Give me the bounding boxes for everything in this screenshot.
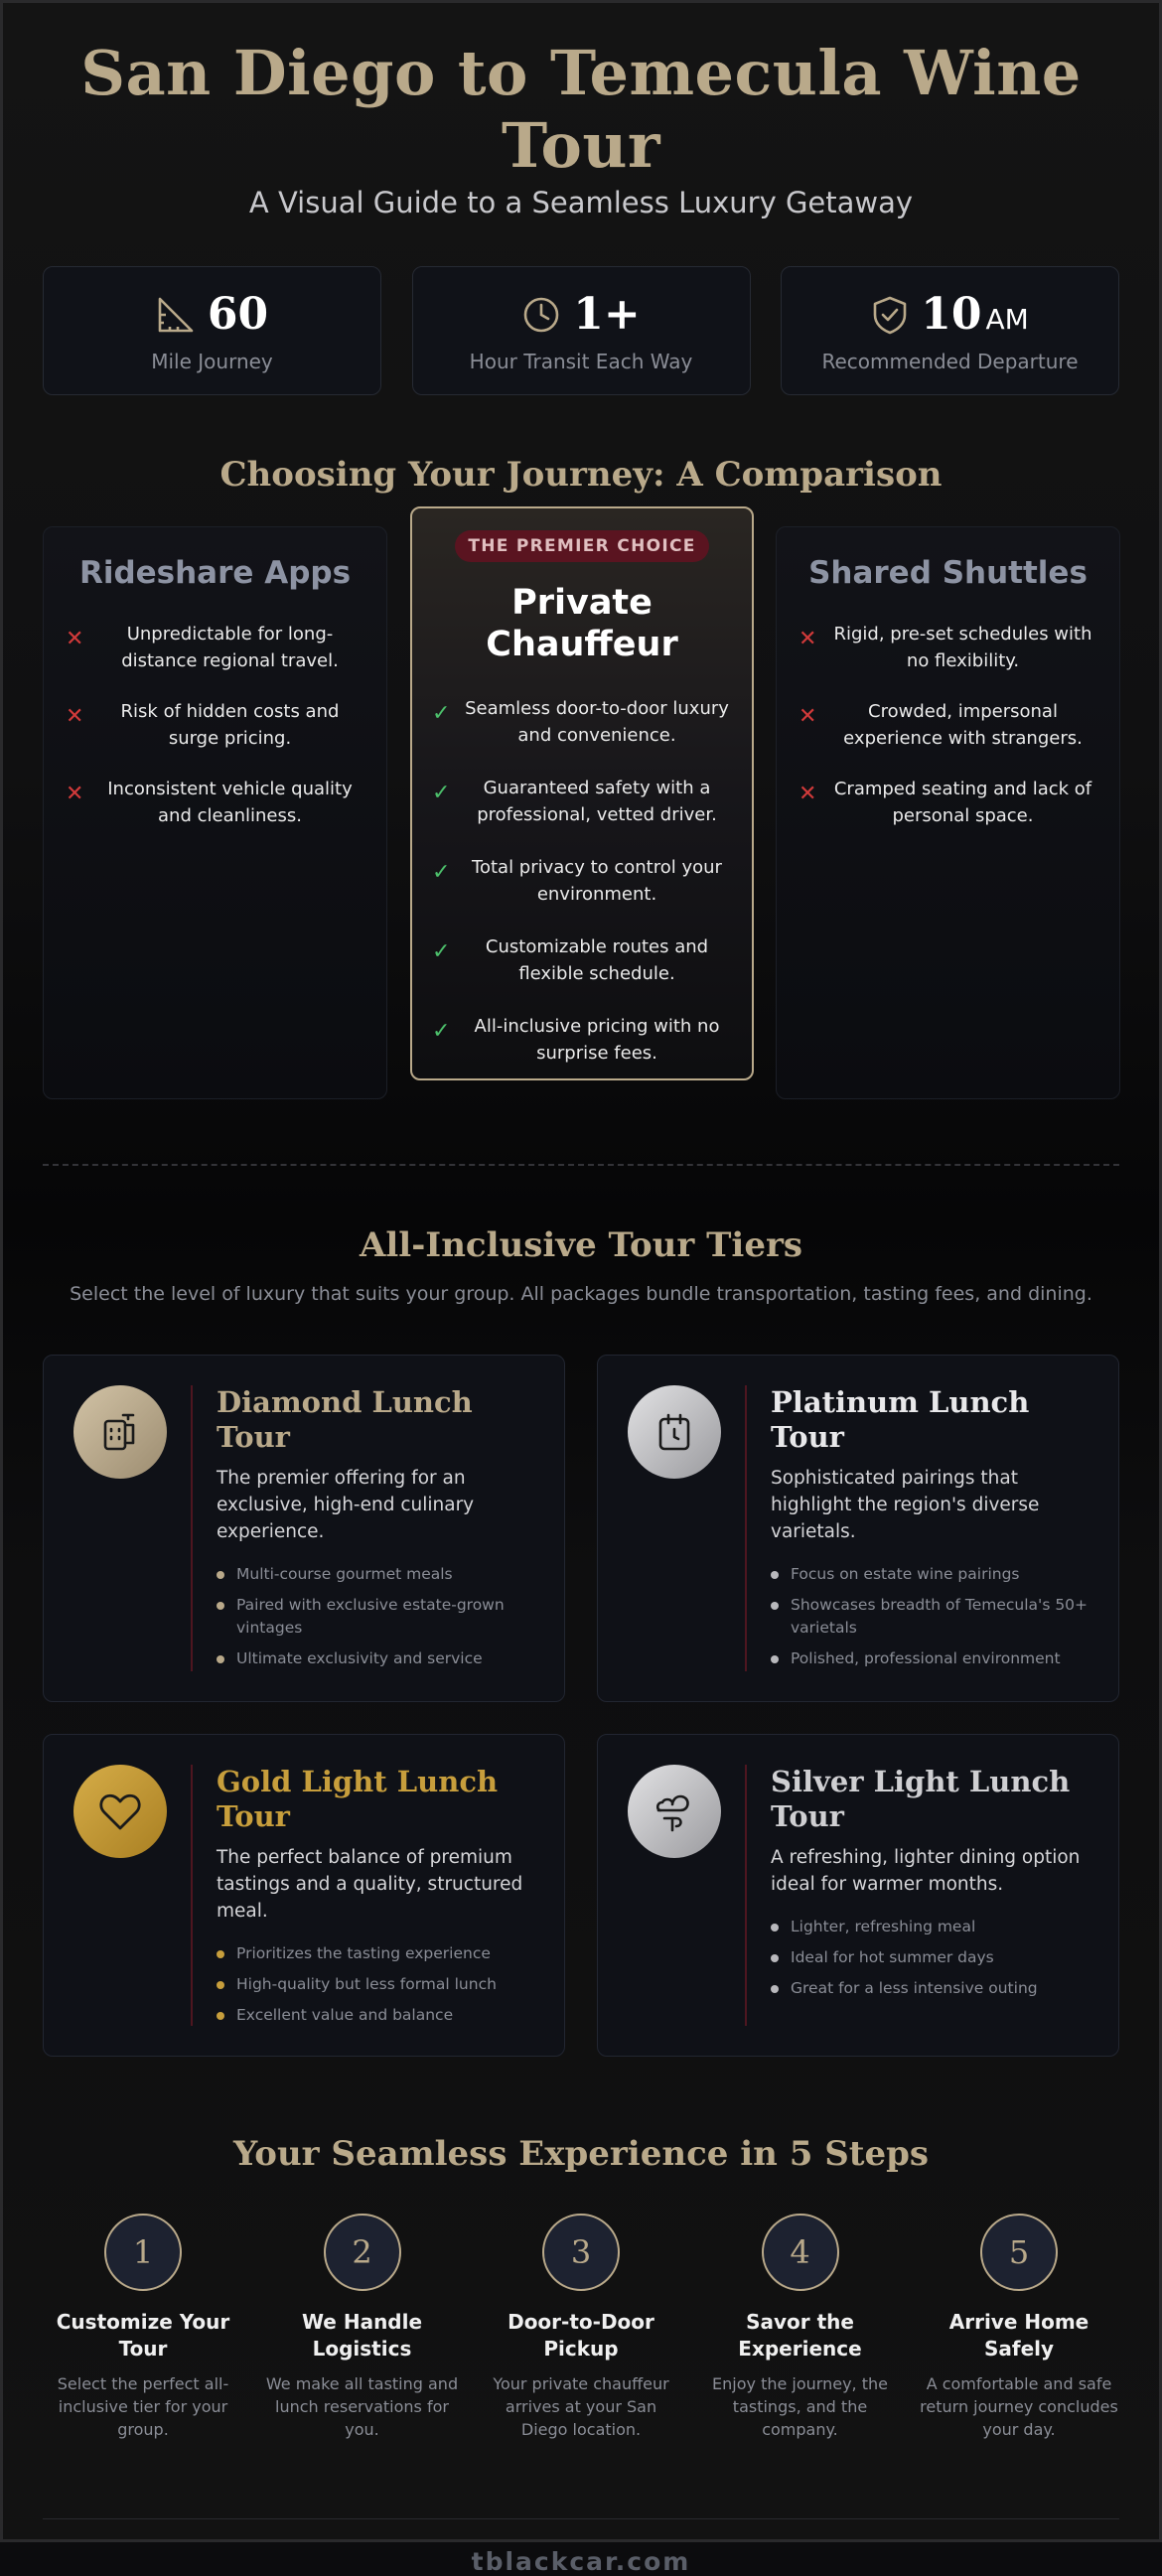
step-number: 5 (980, 2214, 1058, 2291)
con-item: ✕ Unpredictable for long-distance regional travel. (66, 624, 339, 671)
heart-icon (73, 1765, 167, 1858)
steps-row (3, 2214, 1159, 2441)
tier-feature: Great for a less intensive outing (771, 1977, 1090, 2000)
page-title: San Diego to Temecula Wine Tour (80, 37, 1082, 182)
check-icon: ✓ (432, 939, 451, 964)
stats-row (3, 266, 1159, 395)
stat-label: Hour Transit Each Way (469, 350, 693, 373)
stat-value: 10 (921, 289, 982, 340)
step-number: 4 (762, 2214, 839, 2291)
tier-feature: Showcases breadth of Temecula's 50+ varietals (771, 1594, 1090, 1640)
step-item (700, 2214, 901, 2441)
step-text: We make all tasting and lunch reservations for you. (265, 2374, 459, 2439)
tier-feature: Excellent value and balance (217, 2004, 536, 2027)
tier-feature: Polished, professional environment (771, 1647, 1090, 1670)
tier-card-silver (597, 1734, 1119, 2057)
stat-value: 1+ (573, 289, 641, 340)
pro-item: ✓ Seamless door-to-door luxury and convenience. (432, 698, 729, 746)
tier-name: Platinum Lunch Tour (771, 1385, 1030, 1454)
pro-item: ✓ Total privacy to control your environment. (432, 857, 722, 905)
page-subtitle: A Visual Guide to a Seamless Luxury Getaway (248, 186, 914, 219)
step-text: Your private chauffeur arrives at your San Diego location. (493, 2374, 669, 2439)
tier-card-platinum (597, 1355, 1119, 1702)
pro-item: ✓ Guaranteed safety with a professional, vetted driver. (432, 778, 717, 825)
tier-card-gold (43, 1734, 565, 2057)
check-icon: ✓ (432, 860, 451, 885)
check-icon: ✓ (432, 781, 451, 805)
step-text: A comfortable and safe return journey concludes your day. (920, 2374, 1118, 2439)
tier-feature: High-quality but less formal lunch (217, 1973, 536, 1996)
pro-item: ✓ All-inclusive pricing with no surprise fees. (432, 1016, 720, 1064)
step-item (43, 2214, 243, 2441)
comparison-card-shuttles (776, 526, 1120, 1099)
step-title: Savor the Experience (738, 2310, 862, 2361)
tier-name: Silver Light Lunch Tour (771, 1765, 1071, 1833)
tier-card-diamond (43, 1355, 565, 1702)
ruler-triangle-icon (156, 295, 196, 335)
tier-description: Sophisticated pairings that highlight the region's diverse varietals. (771, 1468, 1040, 1542)
cross-icon: ✕ (799, 627, 817, 651)
stat-card-departure (781, 266, 1119, 395)
stat-label: Recommended Departure (821, 350, 1079, 373)
cross-icon: ✕ (66, 704, 84, 729)
steps-title: Your Seamless Experience in 5 Steps (232, 2134, 930, 2174)
tier-name: Diamond Lunch Tour (217, 1385, 473, 1454)
cross-icon: ✕ (799, 782, 817, 806)
clock-icon (521, 295, 561, 335)
wind-cloud-icon (628, 1765, 721, 1858)
tiers-intro: Select the level of luxury that suits your group. All packages bundle transportation, tasting fees, and dining. (70, 1283, 1092, 1305)
step-item (481, 2214, 681, 2441)
comparison-section (3, 506, 1159, 1102)
con-item: ✕ Rigid, pre-set schedules with no flexibility. (799, 624, 1092, 671)
con-item: ✕ Risk of hidden costs and surge pricing. (66, 701, 340, 749)
tier-feature: Paired with exclusive estate-grown vintages (217, 1594, 536, 1640)
step-title: Customize Your Tour (56, 2310, 230, 2361)
stat-card-transit (412, 266, 751, 395)
step-text: Select the perfect all-inclusive tier for your group. (57, 2374, 229, 2439)
step-item (919, 2214, 1119, 2441)
tiers-title: All-Inclusive Tour Tiers (359, 1225, 803, 1265)
footer-divider (43, 2518, 1119, 2519)
step-title: Arrive Home Safely (948, 2310, 1089, 2361)
comparison-card-chauffeur (410, 506, 754, 1080)
stat-label: Mile Journey (151, 350, 273, 373)
step-number: 1 (104, 2214, 182, 2291)
tier-feature: Multi-course gourmet meals (217, 1563, 536, 1586)
tiers-grid (3, 1355, 1159, 2057)
pro-item: ✓ Customizable routes and flexible schedule. (432, 936, 709, 984)
section-divider (43, 1164, 1119, 1166)
stat-card-distance (43, 266, 381, 395)
tier-feature: Ideal for hot summer days (771, 1946, 1090, 1969)
tier-description: The perfect balance of premium tastings and a quality, structured meal. (217, 1847, 523, 1922)
comparison-card-title: Private Chauffeur (486, 583, 678, 664)
con-item: ✕ Cramped seating and lack of personal space. (799, 779, 1092, 826)
shield-check-icon (871, 295, 909, 335)
con-item: ✕ Crowded, impersonal experience with strangers. (799, 701, 1083, 749)
step-item (262, 2214, 463, 2441)
comparison-card-title: Rideshare Apps (78, 555, 352, 591)
tier-description: The premier offering for an exclusive, high-end culinary experience. (217, 1468, 475, 1542)
stat-unit: AM (985, 303, 1029, 336)
tier-description: A refreshing, lighter dining option ideal for warmer months. (771, 1847, 1081, 1895)
cross-icon: ✕ (799, 704, 817, 729)
tier-feature: Ultimate exclusivity and service (217, 1647, 536, 1670)
stat-value: 60 (207, 289, 269, 340)
comparison-card-title: Shared Shuttles (808, 555, 1088, 591)
clipboard-icon (628, 1385, 721, 1479)
tier-name: Gold Light Lunch Tour (217, 1765, 499, 1833)
menu-card-icon (73, 1385, 167, 1479)
cross-icon: ✕ (66, 782, 84, 806)
step-number: 3 (542, 2214, 620, 2291)
cross-icon: ✕ (66, 627, 84, 651)
tier-feature: Lighter, refreshing meal (771, 1916, 1090, 1938)
tier-feature: Prioritizes the tasting experience (217, 1942, 536, 1965)
step-number: 2 (324, 2214, 401, 2291)
footer-site-link[interactable]: tblackcar.com (471, 2547, 691, 2576)
comparison-title: Choosing Your Journey: A Comparison (219, 455, 943, 495)
tier-feature: Focus on estate wine pairings (771, 1563, 1090, 1586)
con-item: ✕ Inconsistent vehicle quality and cleanliness. (66, 779, 353, 826)
check-icon: ✓ (432, 1019, 451, 1044)
comparison-card-rideshare (43, 526, 387, 1099)
step-title: Door-to-Door Pickup (508, 2310, 654, 2361)
premier-badge: THE PREMIER CHOICE (455, 530, 709, 562)
step-text: Enjoy the journey, the tastings, and the company. (712, 2374, 888, 2439)
step-title: We Handle Logistics (301, 2310, 423, 2361)
check-icon: ✓ (432, 701, 451, 726)
